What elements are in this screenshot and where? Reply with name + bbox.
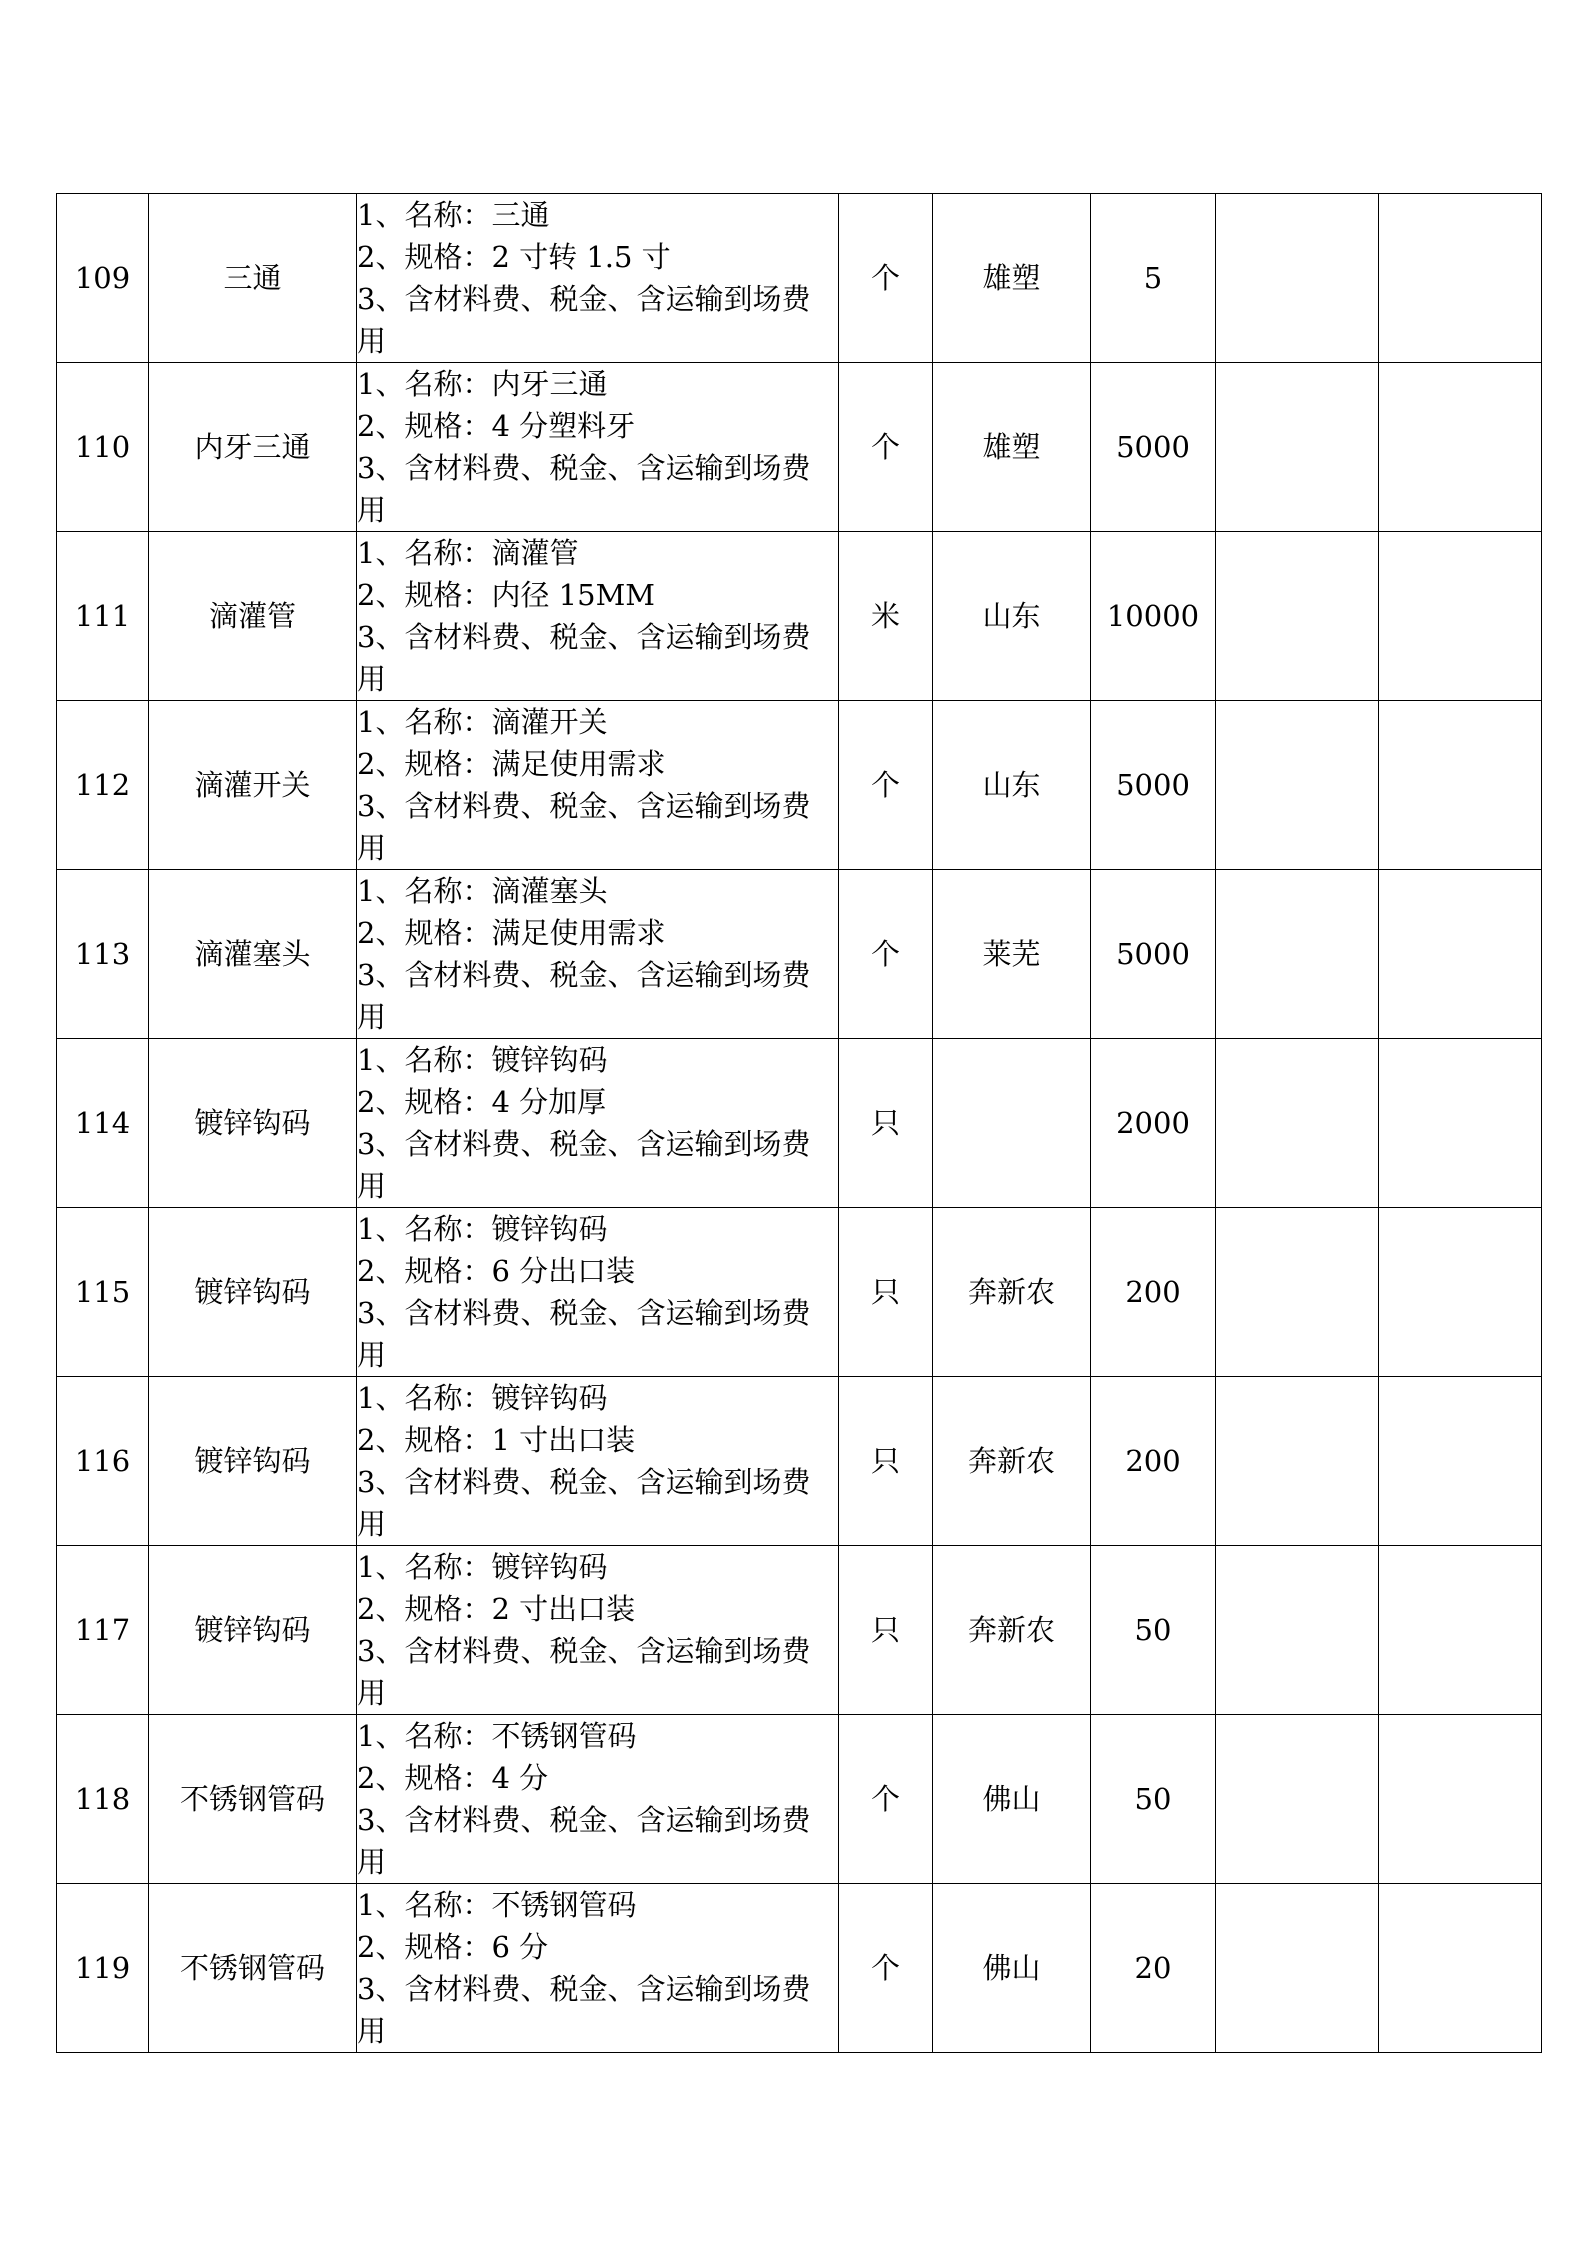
unit-cell: 只 <box>839 1039 933 1208</box>
description-line: 用 <box>357 1507 387 1541</box>
unit-cell: 个 <box>839 701 933 870</box>
total-price-cell <box>1379 1884 1542 2053</box>
item-description-cell <box>357 1884 839 2053</box>
table-row <box>57 701 1542 870</box>
total-price-cell <box>1379 1546 1542 1715</box>
row-number-cell: 112 <box>57 701 149 870</box>
brand-cell: 奔新农 <box>933 1546 1091 1715</box>
table-row <box>57 1208 1542 1377</box>
description-line: 2、规格：2 寸转 1.5 寸 <box>357 240 671 274</box>
description-line: 2、规格：6 分出口装 <box>357 1254 636 1288</box>
materials-table <box>56 193 1542 2053</box>
quantity-cell: 20 <box>1091 1884 1216 2053</box>
unit-price-cell <box>1216 1715 1379 1884</box>
table-row <box>57 532 1542 701</box>
quantity-cell: 2000 <box>1091 1039 1216 1208</box>
row-number-cell: 115 <box>57 1208 149 1377</box>
item-description-cell <box>357 870 839 1039</box>
description-line: 3、含材料费、税金、含运输到场费 <box>357 282 811 316</box>
item-name-cell: 滴灌塞头 <box>149 870 357 1039</box>
item-description-cell <box>357 1377 839 1546</box>
item-description-cell <box>357 701 839 870</box>
item-description-cell <box>357 532 839 701</box>
brand-cell: 奔新农 <box>933 1377 1091 1546</box>
description-line: 1、名称：滴灌塞头 <box>357 874 608 908</box>
unit-price-cell <box>1216 1377 1379 1546</box>
description-line: 2、规格：满足使用需求 <box>357 747 666 781</box>
description-line: 用 <box>357 1845 387 1879</box>
table-row <box>57 870 1542 1039</box>
description-line: 用 <box>357 1000 387 1034</box>
description-line: 3、含材料费、税金、含运输到场费 <box>357 1127 811 1161</box>
description-line: 1、名称：滴灌开关 <box>357 705 608 739</box>
description-line: 1、名称：不锈钢管码 <box>357 1719 637 1753</box>
item-name-cell: 滴灌开关 <box>149 701 357 870</box>
item-name-cell: 镀锌钩码 <box>149 1546 357 1715</box>
quantity-cell: 5 <box>1091 194 1216 363</box>
description-line: 用 <box>357 1169 387 1203</box>
description-line: 3、含材料费、税金、含运输到场费 <box>357 1296 811 1330</box>
total-price-cell <box>1379 701 1542 870</box>
brand-cell: 佛山 <box>933 1884 1091 2053</box>
total-price-cell <box>1379 363 1542 532</box>
description-line: 2、规格：4 分塑料牙 <box>357 409 636 443</box>
description-line: 3、含材料费、税金、含运输到场费 <box>357 1465 811 1499</box>
item-description-cell <box>357 1039 839 1208</box>
item-description-cell <box>357 1208 839 1377</box>
description-line: 3、含材料费、税金、含运输到场费 <box>357 451 811 485</box>
description-line: 1、名称：镀锌钩码 <box>357 1212 608 1246</box>
description-line: 3、含材料费、税金、含运输到场费 <box>357 789 811 823</box>
unit-cell: 个 <box>839 870 933 1039</box>
brand-cell: 奔新农 <box>933 1208 1091 1377</box>
unit-cell: 只 <box>839 1546 933 1715</box>
quantity-cell: 5000 <box>1091 701 1216 870</box>
brand-cell: 山东 <box>933 532 1091 701</box>
table-row <box>57 1715 1542 1884</box>
description-line: 用 <box>357 2014 387 2048</box>
total-price-cell <box>1379 1715 1542 1884</box>
item-description-cell <box>357 1546 839 1715</box>
total-price-cell <box>1379 532 1542 701</box>
unit-price-cell <box>1216 1884 1379 2053</box>
unit-price-cell <box>1216 194 1379 363</box>
item-name-cell: 镀锌钩码 <box>149 1208 357 1377</box>
unit-price-cell <box>1216 870 1379 1039</box>
item-description-cell <box>357 194 839 363</box>
unit-cell: 个 <box>839 194 933 363</box>
brand-cell: 雄塑 <box>933 363 1091 532</box>
item-description-cell <box>357 1715 839 1884</box>
row-number-cell: 119 <box>57 1884 149 2053</box>
description-line: 2、规格：1 寸出口装 <box>357 1423 636 1457</box>
unit-cell: 个 <box>839 1715 933 1884</box>
description-line: 2、规格：6 分 <box>357 1930 549 1964</box>
table-row <box>57 363 1542 532</box>
row-number-cell: 109 <box>57 194 149 363</box>
description-line: 3、含材料费、税金、含运输到场费 <box>357 1972 811 2006</box>
description-line: 用 <box>357 493 387 527</box>
item-name-cell: 镀锌钩码 <box>149 1039 357 1208</box>
quantity-cell: 50 <box>1091 1546 1216 1715</box>
description-line: 1、名称：镀锌钩码 <box>357 1043 608 1077</box>
description-line: 1、名称：内牙三通 <box>357 367 608 401</box>
unit-price-cell <box>1216 1546 1379 1715</box>
brand-cell <box>933 1039 1091 1208</box>
unit-price-cell <box>1216 532 1379 701</box>
total-price-cell <box>1379 870 1542 1039</box>
description-line: 用 <box>357 324 387 358</box>
description-line: 2、规格：4 分 <box>357 1761 549 1795</box>
description-line: 3、含材料费、税金、含运输到场费 <box>357 1803 811 1837</box>
brand-cell: 莱芜 <box>933 870 1091 1039</box>
quantity-cell: 50 <box>1091 1715 1216 1884</box>
row-number-cell: 116 <box>57 1377 149 1546</box>
unit-price-cell <box>1216 1039 1379 1208</box>
description-line: 2、规格：2 寸出口装 <box>357 1592 636 1626</box>
item-name-cell: 不锈钢管码 <box>149 1884 357 2053</box>
total-price-cell <box>1379 1039 1542 1208</box>
item-description-cell <box>357 363 839 532</box>
row-number-cell: 114 <box>57 1039 149 1208</box>
total-price-cell <box>1379 1377 1542 1546</box>
item-name-cell: 滴灌管 <box>149 532 357 701</box>
description-line: 2、规格：满足使用需求 <box>357 916 666 950</box>
brand-cell: 雄塑 <box>933 194 1091 363</box>
unit-cell: 只 <box>839 1208 933 1377</box>
description-line: 3、含材料费、税金、含运输到场费 <box>357 620 811 654</box>
row-number-cell: 117 <box>57 1546 149 1715</box>
unit-price-cell <box>1216 363 1379 532</box>
unit-cell: 米 <box>839 532 933 701</box>
description-line: 3、含材料费、税金、含运输到场费 <box>357 1634 811 1668</box>
description-line: 用 <box>357 662 387 696</box>
quantity-cell: 5000 <box>1091 870 1216 1039</box>
table-row <box>57 1884 1542 2053</box>
description-line: 3、含材料费、税金、含运输到场费 <box>357 958 811 992</box>
description-line: 1、名称：不锈钢管码 <box>357 1888 637 1922</box>
item-name-cell: 三通 <box>149 194 357 363</box>
item-name-cell: 镀锌钩码 <box>149 1377 357 1546</box>
quantity-cell: 10000 <box>1091 532 1216 701</box>
unit-cell: 只 <box>839 1377 933 1546</box>
description-line: 用 <box>357 831 387 865</box>
row-number-cell: 111 <box>57 532 149 701</box>
row-number-cell: 118 <box>57 1715 149 1884</box>
total-price-cell <box>1379 1208 1542 1377</box>
description-line: 1、名称：镀锌钩码 <box>357 1381 608 1415</box>
brand-cell: 山东 <box>933 701 1091 870</box>
item-name-cell: 不锈钢管码 <box>149 1715 357 1884</box>
quantity-cell: 200 <box>1091 1208 1216 1377</box>
brand-cell: 佛山 <box>933 1715 1091 1884</box>
description-line: 1、名称：镀锌钩码 <box>357 1550 608 1584</box>
unit-cell: 个 <box>839 1884 933 2053</box>
item-name-cell: 内牙三通 <box>149 363 357 532</box>
total-price-cell <box>1379 194 1542 363</box>
description-line: 2、规格：内径 15MM <box>357 578 655 612</box>
quantity-cell: 200 <box>1091 1377 1216 1546</box>
table-row <box>57 1377 1542 1546</box>
unit-price-cell <box>1216 1208 1379 1377</box>
row-number-cell: 110 <box>57 363 149 532</box>
description-line: 用 <box>357 1338 387 1372</box>
unit-cell: 个 <box>839 363 933 532</box>
unit-price-cell <box>1216 701 1379 870</box>
table-row <box>57 194 1542 363</box>
description-line: 1、名称：滴灌管 <box>357 536 579 570</box>
row-number-cell: 113 <box>57 870 149 1039</box>
table-row <box>57 1039 1542 1208</box>
table-body <box>57 194 1542 2053</box>
description-line: 1、名称：三通 <box>357 198 550 232</box>
quantity-cell: 5000 <box>1091 363 1216 532</box>
description-line: 2、规格：4 分加厚 <box>357 1085 607 1119</box>
description-line: 用 <box>357 1676 387 1710</box>
table-row <box>57 1546 1542 1715</box>
